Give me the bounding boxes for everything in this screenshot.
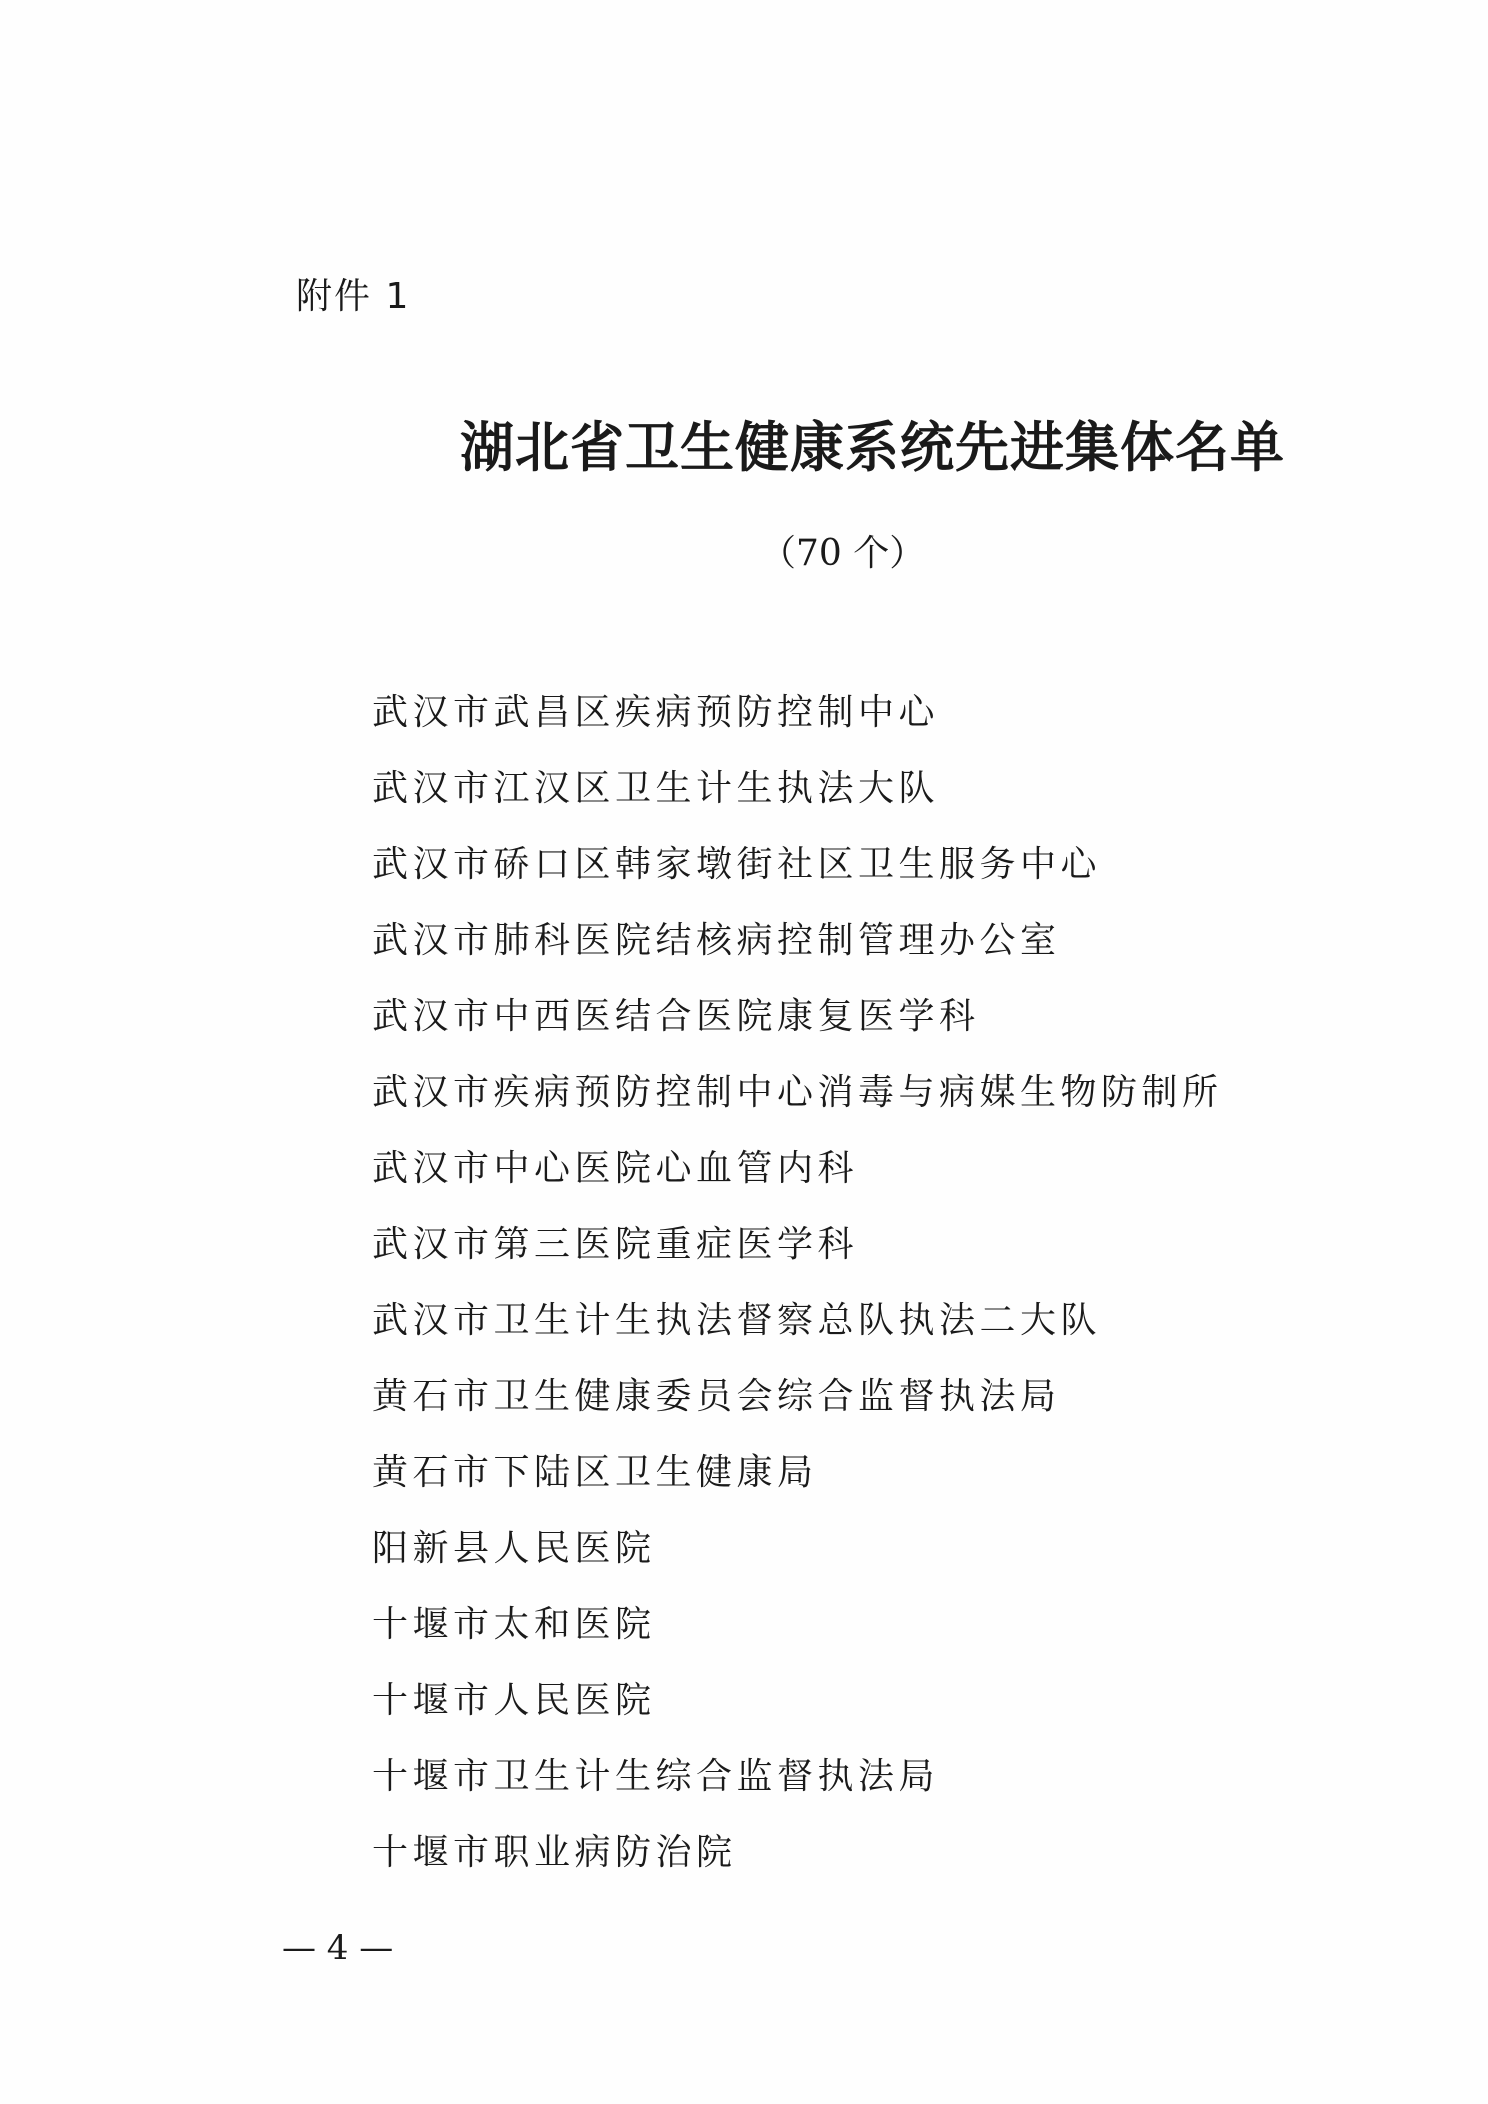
page-number: — 4 — [282, 1928, 394, 1968]
list-item: 十堰市太和医院 [372, 1604, 656, 1645]
document-title: 湖北省卫生健康系统先进集体名单 [460, 416, 1285, 479]
list-item: 武汉市卫生计生执法督察总队执法二大队 [372, 1300, 1102, 1341]
list-item: 武汉市硚口区韩家墩街社区卫生服务中心 [372, 844, 1102, 885]
collective-list [372, 675, 1223, 1891]
list-item: 十堰市卫生计生综合监督执法局 [372, 1756, 940, 1797]
list-item: 阳新县人民医院 [372, 1528, 656, 1569]
list-item: 黄石市下陆区卫生健康局 [372, 1452, 818, 1493]
list-item: 武汉市肺科医院结核病控制管理办公室 [372, 920, 1061, 961]
list-item: 武汉市江汉区卫生计生执法大队 [372, 768, 940, 809]
list-item: 武汉市中西医结合医院康复医学科 [372, 996, 980, 1037]
group-count: （70 个） [760, 533, 926, 574]
list-item: 十堰市人民医院 [372, 1680, 656, 1721]
list-item: 武汉市中心医院心血管内科 [372, 1148, 859, 1189]
list-item: 黄石市卫生健康委员会综合监督执法局 [372, 1376, 1061, 1417]
list-item: 武汉市武昌区疾病预防控制中心 [372, 692, 940, 733]
list-item: 武汉市疾病预防控制中心消毒与病媒生物防制所 [372, 1072, 1223, 1113]
list-item: 十堰市职业病防治院 [372, 1832, 737, 1873]
list-item: 武汉市第三医院重症医学科 [372, 1224, 859, 1265]
attachment-label: 附件 1 [296, 276, 411, 317]
